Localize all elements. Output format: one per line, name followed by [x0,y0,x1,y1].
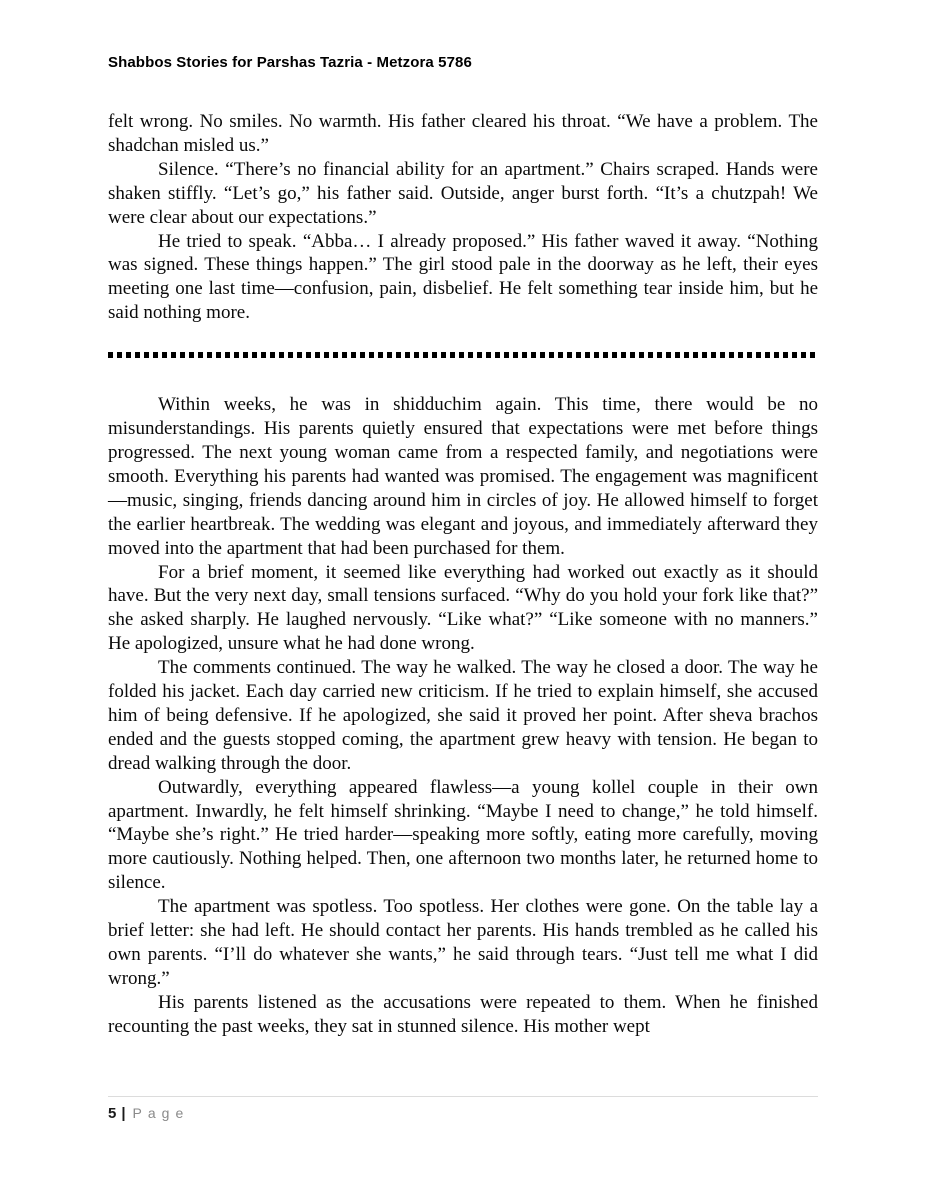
paragraph: Outwardly, everything appeared flawless—a young kollel couple in their own apartment. Inwardly, he felt himself shrinking. “Maybe I need to change,” he told himself. “Maybe she’s right.” He tried harder—speaking more softly, eating more carefully, moving more cautiously. Nothing helped. Then, one afternoon two months later, he returned home to silence. [108,776,818,894]
paragraph: His parents listened as the accusations were repeated to them. When he finished recounting the past weeks, they sat in stunned silence. His mother wept [108,991,818,1037]
paragraph: For a brief moment, it seemed like everything had worked out exactly as it should have. But the very next day, small tensions surfaced. “Why do you hold your fork like that?” she asked sharply. He laughed nervously. “Like what?” “Like someone with no manners.” He apologized, unsure what he had done wrong. [108,561,818,655]
footer-page-label: Page [132,1105,190,1121]
paragraph: felt wrong. No smiles. No warmth. His father cleared his throat. “We have a problem. The shadchan misled us.” [108,111,818,156]
dotted-divider [108,352,818,358]
paragraph: The comments continued. The way he walked. The way he closed a door. The way he folded his jacket. Each day carried new criticism. If he tried to explain himself, she accused him of being defensive. If he apologized, she said it proved her point. After sheva brachos ended and the guests stopped coming, the apartment grew heavy with tension. He began to dread walking through the door. [108,657,818,774]
paragraph: The apartment was spotless. Too spotless. Her clothes were gone. On the table lay a brief letter: she had left. He should contact her parents. His hands trembled as he called his own parents. “I’ll do whatever she wants,” he said through tears. “Just tell me what I did wrong.” [108,896,818,989]
page-number: 5 [108,1105,117,1122]
footer-separator: | [121,1105,126,1122]
document-body [108,110,818,1039]
paragraph: He tried to speak. “Abba… I already proposed.” His father waved it away. “Nothing was signed. These things happen.” The girl stood pale in the doorway as he left, their eyes meeting one last time—confusion, pain, disbelief. He felt something tear inside him, but he said nothing more. [108,230,818,324]
page-header [108,54,818,71]
paragraph: Silence. “There’s no financial ability for an apartment.” Chairs scraped. Hands were shaken stiffly. “Let’s go,” his father said. Outside, anger burst forth. “It’s a chutzpah! We were clear about our expectations.” [108,158,818,228]
paragraph: Within weeks, he was in shidduchim again. This time, there would be no misunderstandings. His parents quietly ensured that expectations were met before things progressed. The next young woman came from a respected family, and negotiations were smooth. Everything his parents had wanted was promised. The engagement was magnificent—music, singing, friends dancing around him in circles of joy. He allowed himself to forget the earlier heartbreak. The wedding was elegant and joyous, and immediately afterward they moved into the apartment that had been purchased for them. [108,394,818,559]
header-title: Shabbos Stories for Parshas Tazria - Metzora 5786 [108,54,472,71]
page-footer [108,1096,818,1122]
